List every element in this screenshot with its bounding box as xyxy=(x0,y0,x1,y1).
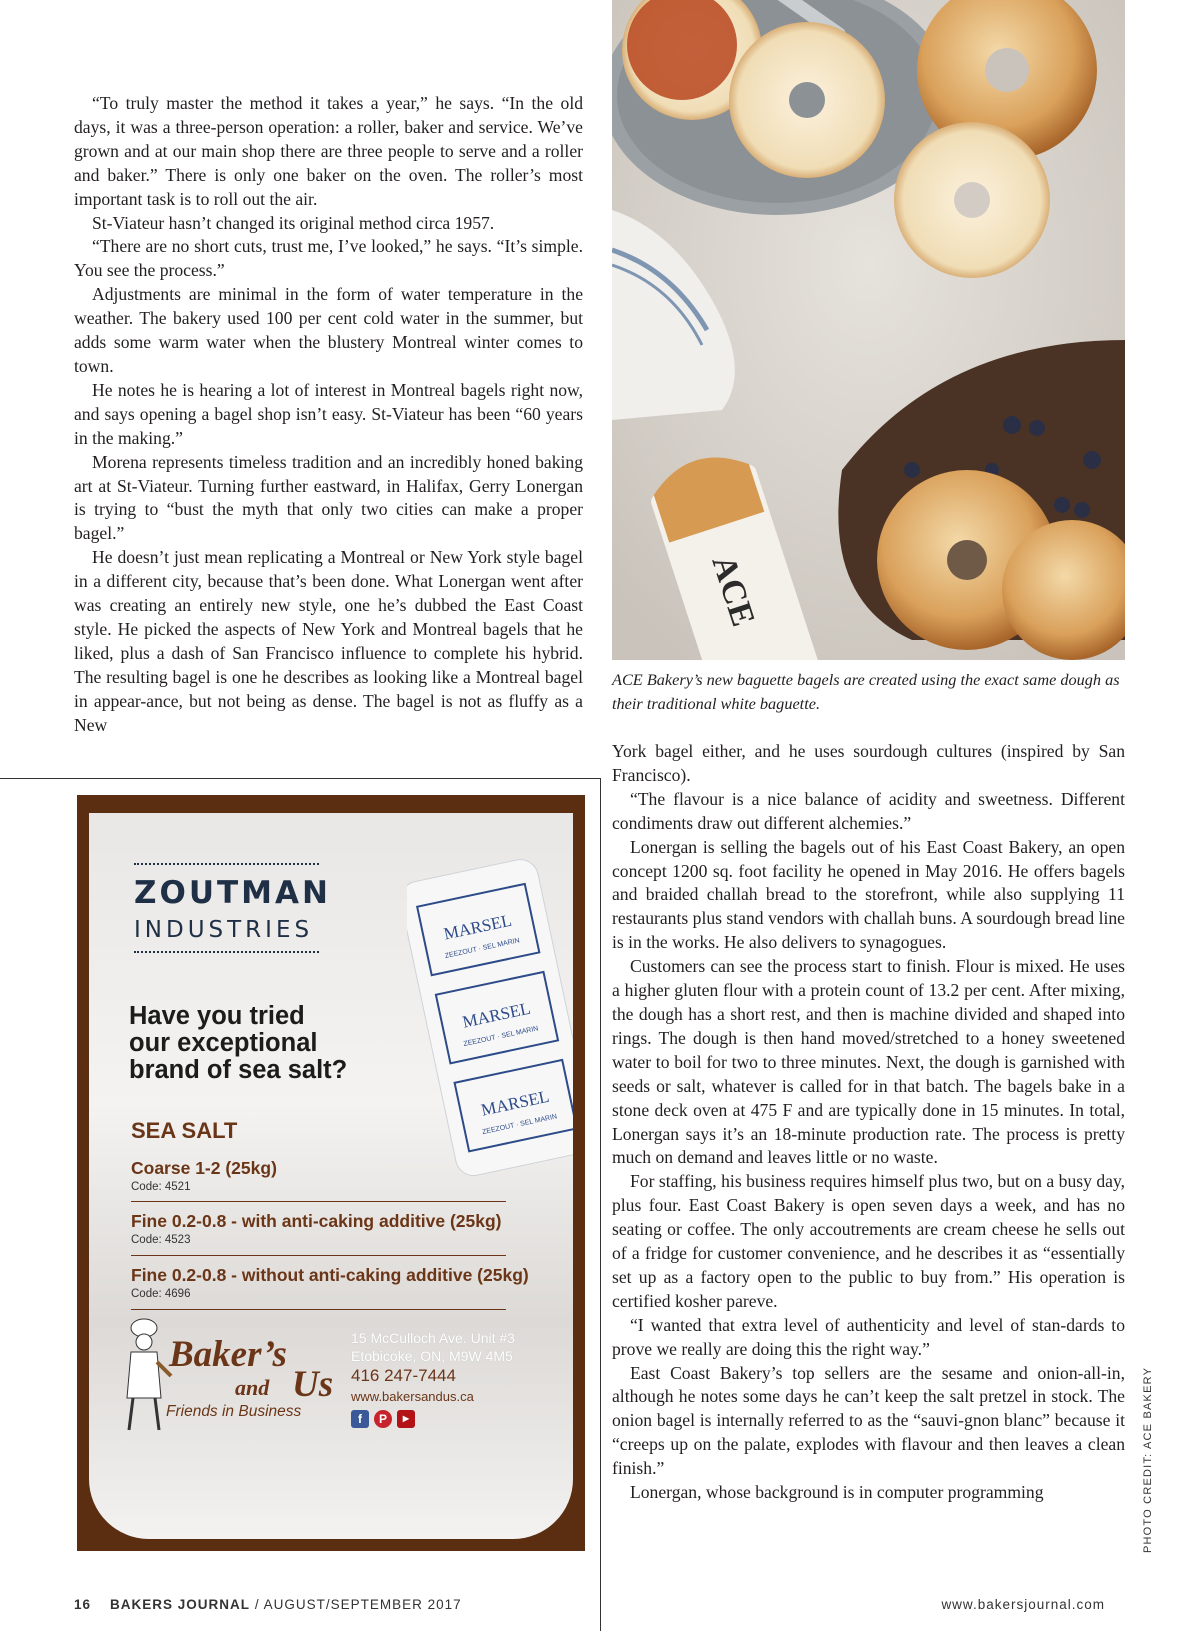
product-divider xyxy=(131,1201,506,1202)
ad-subhead: SEA SALT xyxy=(131,1118,238,1143)
paragraph: York bagel either, and he uses sourdough cultures (inspired by San Francisco). xyxy=(612,741,1125,785)
paragraph: Customers can see the process start to finish. Flour is mixed. He uses a higher gluten flour with a protein count of 13.2 per cent. After mixing, the dough has a short rest, and then is machine divided and shaped into rings. The dough is then hand moved/stretched to a honey sweetened water to boil for two to three minutes. Next, the dough is garnished with seeds or salt, whatever is called for in that batch. The bagels bake in a stone deck oven at 475 F and are typically done in 15 minutes. In total, Lonergan says it’s an 18-minute production rate. The process is pretty much on demand and leaves little or no waste. xyxy=(612,956,1125,1168)
product-code: Code: 4521 xyxy=(131,1181,191,1193)
ad-brand-subname: INDUSTRIES xyxy=(134,917,314,943)
ad-tagline: Friends in Business xyxy=(166,1403,302,1420)
ad-headline-line: brand of sea salt? xyxy=(129,1056,348,1084)
youtube-icon[interactable]: ▶ xyxy=(397,1410,415,1428)
bagel-photo xyxy=(612,0,1125,660)
ad-address-line2: Etobicoke, ON, M9W 4M5 xyxy=(351,1348,513,1364)
salt-bag-image xyxy=(407,853,573,1183)
ad-divider-horizontal xyxy=(0,778,600,779)
article-right-column xyxy=(612,740,1125,1505)
ad-divider-vertical xyxy=(600,778,601,1631)
product-code: Code: 4523 xyxy=(131,1234,191,1246)
pinterest-icon[interactable]: P xyxy=(374,1410,392,1428)
article-left-column xyxy=(74,92,583,737)
product-divider xyxy=(131,1309,506,1310)
photo-caption: ACE Bakery’s new baguette bagels are created using the exact same dough as their traditional white baguette. xyxy=(612,670,1120,713)
bag-text: ZEEZOUT · SEL MARIN xyxy=(481,1113,558,1137)
product-item xyxy=(131,1211,502,1246)
ad-phone: 416 247-7444 xyxy=(351,1366,456,1385)
paragraph: “To truly master the method it takes a year,” he says. “In the old days, it was a three-person operation: a roller, baker and service. We’ve grown and at our main shop there are three people to serve and a roller and baker.” There is only one baker on the oven. The roller’s most important task is to roll out the air. xyxy=(74,93,583,209)
ad-headline-line: our exceptional xyxy=(129,1029,318,1057)
paragraph: Lonergan, whose background is in computer programming xyxy=(630,1482,1044,1503)
magazine-name: BAKERS JOURNAL xyxy=(110,1597,251,1612)
paragraph: Adjustments are minimal in the form of water temperature in the weather. The bakery used 100 per cent cold water in the summer, but adds some warm water when the blustery Montreal winter comes to town. xyxy=(74,284,583,376)
product-name: Coarse 1-2 (25kg) xyxy=(131,1158,277,1178)
page-number: 16 xyxy=(74,1597,92,1612)
ad-website-link[interactable]: www.bakersandus.ca xyxy=(351,1389,474,1404)
paragraph: “There are no short cuts, trust me, I’ve looked,” he says. “It’s simple. You see the process.” xyxy=(74,236,583,281)
product-item xyxy=(131,1158,277,1193)
dotted-rule xyxy=(134,863,319,865)
paragraph: For staffing, his business requires himself plus two, but on a busy day, plus four. East Coast Bakery is open seven days a week, and has no seating or coffee. The only accoutrements are cream cheese he sells out of a fridge for customer convenience, and he describes it as “essentially set up as a factory open to the public to buy from.” His operation is certified kosher pareve. xyxy=(612,1171,1125,1311)
product-item xyxy=(131,1265,529,1300)
ad-headline-line: Have you tried xyxy=(129,1002,305,1030)
paragraph: Lonergan is selling the bagels out of his East Coast Bakery, an open concept 1200 sq. foot facility he opened in May 2016. He offers bagels and braided challah bread to the storefront, while also supplying 11 restaurants plus stand vendors with challah buns. A sourdough bread line is in the works. He also delivers to synagogues. xyxy=(612,836,1125,953)
bagel-illustration xyxy=(612,0,1125,660)
photo-credit: PHOTO CREDIT: ACE BAKERY xyxy=(1142,1366,1154,1553)
ad-brand-name: ZOUTMAN xyxy=(134,875,331,911)
ad-logo-and: and xyxy=(235,1375,270,1400)
footer-website[interactable]: www.bakersjournal.com xyxy=(941,1597,1105,1612)
paragraph: “I wanted that extra level of authenticity and level of stan-dards to prove we really are doing this the right way.” xyxy=(612,1314,1125,1359)
bag-brand: MARSEL xyxy=(460,998,533,1032)
ad-panel xyxy=(89,813,573,1539)
ad-logo-us: Us xyxy=(292,1364,334,1405)
product-name: Fine 0.2-0.8 - with anti-caking additive (25kg) xyxy=(131,1211,502,1231)
product-divider xyxy=(131,1255,506,1256)
bag-brand: MARSEL xyxy=(479,1086,551,1120)
ad-logo-bakers: Baker’s xyxy=(169,1334,287,1375)
dotted-rule xyxy=(134,951,319,953)
paragraph: Morena represents timeless tradition and an incredibly honed baking art at St-Viateur. Turning further eastward, in Halifax, Gerry Lonergan is trying to “bust the myth that only two cities can make a proper bagel.” xyxy=(74,451,583,544)
bag-text: ZEEZOUT · SEL MARIN xyxy=(444,937,521,960)
paragraph: He doesn’t just mean replicating a Montreal or New York style bagel in a different city, because that’s been done. What Lonergan went after was creating an entirely new style, one he’s dubbed the East Coast style. He picked the aspects of New York and Montreal bagels that he liked, plus a dash of San Francisco influence to complete his hybrid. The resulting bagel is one he describes as looking like a Montreal bagel in appear-ance, but not being as dense. The bagel is not as fluffy as a New xyxy=(74,547,583,735)
bag-label: ACE xyxy=(704,551,762,631)
ad-headline xyxy=(129,1003,347,1084)
product-name: Fine 0.2-0.8 - without anti-caking additive (25kg) xyxy=(131,1265,529,1285)
product-code: Code: 4696 xyxy=(131,1288,191,1300)
bag-text: ZEEZOUT · SEL MARIN xyxy=(462,1025,540,1049)
bag-brand: MARSEL xyxy=(442,910,514,944)
ad-address-line1: 15 McCulloch Ave. Unit #3 xyxy=(351,1330,515,1346)
paragraph: East Coast Bakery’s top sellers are the sesame and onion-all-in, although he notes some days he can’t keep the salt pretzel in stock. The onion bagel is internally referred to as the “sauvi-gnon blanc” because it “creeps up on the palate, explodes with flavour and then leaves a clean finish.” xyxy=(612,1362,1125,1479)
advertisement[interactable] xyxy=(77,795,585,1551)
paragraph: St-Viateur hasn’t changed its original method circa 1957. xyxy=(92,212,495,233)
facebook-icon[interactable]: f xyxy=(351,1410,369,1428)
issue-date: / AUGUST/SEPTEMBER 2017 xyxy=(254,1597,462,1612)
paragraph: He notes he is hearing a lot of interest in Montreal bagels right now, and says opening a bagel shop isn’t easy. St-Viateur has been “60 years in the making.” xyxy=(74,379,583,448)
page-footer-left xyxy=(74,1597,462,1612)
paragraph: “The flavour is a nice balance of acidity and sweetness. Different condiments draw out different alchemies.” xyxy=(612,788,1125,833)
